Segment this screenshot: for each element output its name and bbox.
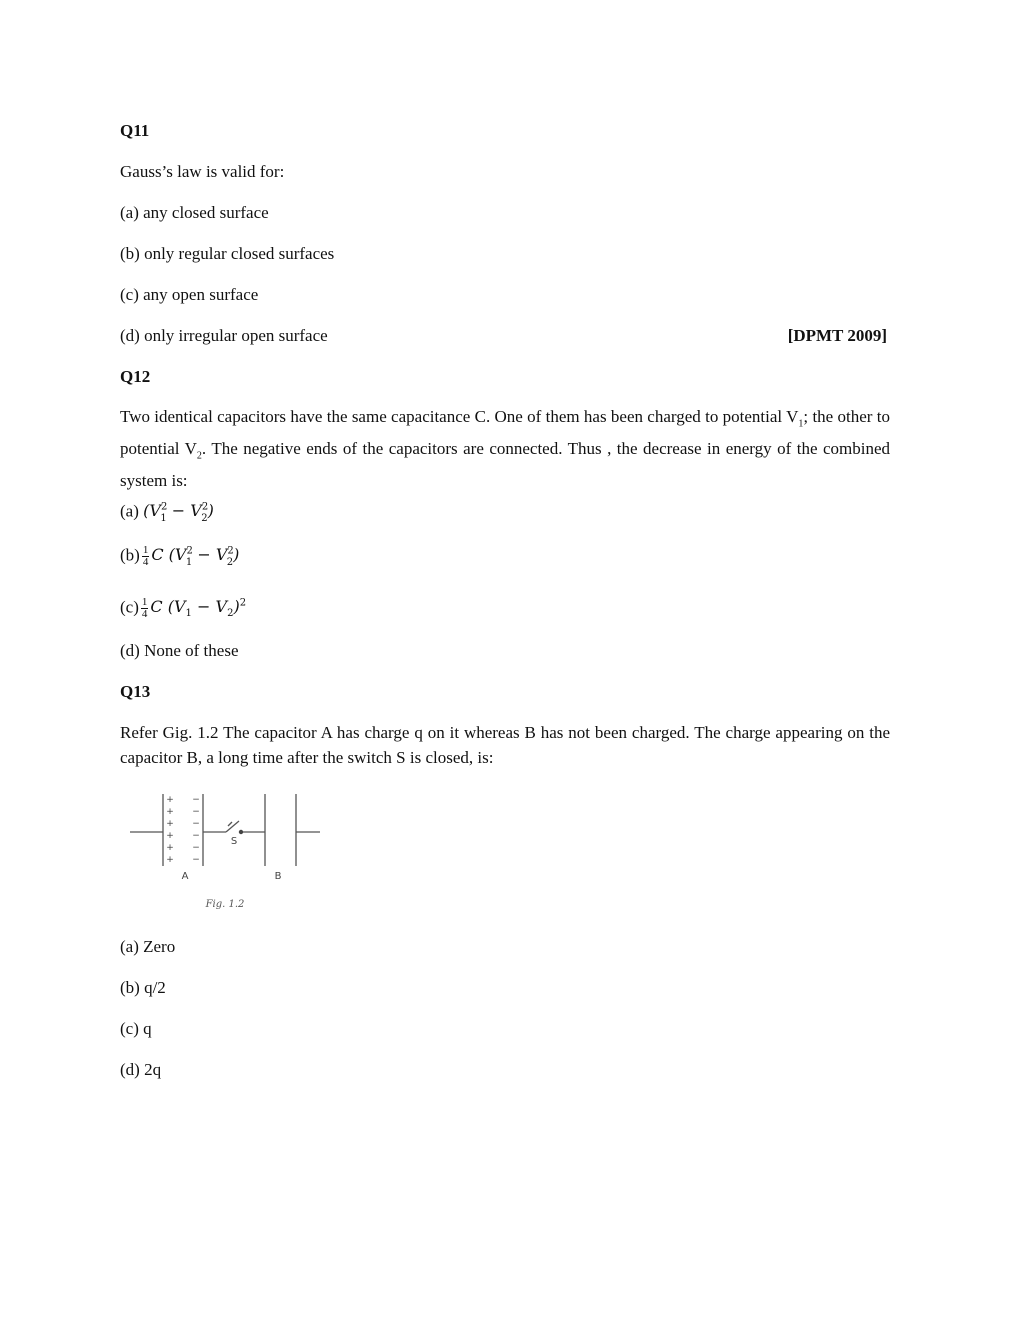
- q12-stem-sub1: 1: [798, 418, 804, 430]
- minus-sign: −: [192, 795, 200, 805]
- q13-question: Refer Gig. 1.2 The capacitor A has charge q on it whereas B has not been charged. The charge appearing on the capacitor B, a long time after the switch S is closed, is:: [120, 723, 890, 767]
- switch-label: S: [230, 836, 238, 847]
- capacitor-b-label: B: [274, 871, 282, 882]
- switch-contact-dot: [239, 830, 243, 834]
- q12-stem-part2: ; the other to potential V: [120, 407, 890, 458]
- q12-option-d: (d) None of these: [120, 641, 239, 660]
- q13-option-d: (d) 2q: [120, 1060, 162, 1079]
- plus-sign: +: [166, 795, 174, 805]
- q11-option-d: (d) only irregular open surface: [120, 326, 328, 345]
- figure-caption: Fig. 1.2: [205, 899, 245, 910]
- plus-sign: +: [166, 831, 174, 841]
- q12-stem-part3: . The negative ends of the capacitors are connected. Thus , the decrease in energy of the combined system is:: [120, 438, 890, 490]
- minus-sign: −: [192, 807, 200, 817]
- q12-option-a-label: (a): [120, 501, 139, 521]
- q12-heading: Q12: [120, 367, 151, 386]
- minus-sign: −: [192, 831, 200, 841]
- plus-sign: +: [166, 843, 174, 853]
- q13-option-a: (a) Zero: [120, 937, 176, 956]
- capacitor-a-label: A: [181, 871, 189, 882]
- q13-option-b: (b) q/2: [120, 978, 166, 997]
- capacitor-circuit-figure: [120, 786, 342, 912]
- q12-option-b-fraction: $\frac{1}{4}$: [142, 543, 149, 568]
- q12-stem-sub2: 2: [196, 450, 202, 462]
- q12-option-b-formula: C $(V^2_1 - V^2_2)$: [151, 545, 240, 568]
- minus-sign: −: [192, 843, 200, 853]
- q12-option-b-label: (b): [120, 545, 140, 565]
- q11-option-a: (a) any closed surface: [120, 203, 269, 222]
- q12-option-c-formula: C $(V_1 - V_2)^2$: [150, 597, 247, 620]
- q13-heading: Q13: [120, 682, 151, 701]
- q12-option-c: [120, 594, 246, 625]
- q12-stem-part1: Two identical capacitors have the same capacitance C. One of them has been charged to potential V: [120, 407, 799, 426]
- q12-stem: [120, 405, 890, 493]
- q12-option-c-label: (c): [120, 597, 139, 617]
- minus-sign: −: [192, 819, 200, 829]
- q11-option-c: (c) any open surface: [120, 285, 259, 304]
- q12-option-a-formula: $(V^2_1 - V^2_2)$: [143, 501, 214, 524]
- q13-option-c: (c) q: [120, 1019, 152, 1038]
- plus-sign: +: [166, 819, 174, 829]
- minus-sign: −: [192, 855, 200, 865]
- q11-source-tag: [DPMT 2009]: [787, 326, 887, 345]
- q12-option-a: [120, 498, 214, 529]
- plus-sign: +: [166, 807, 174, 817]
- q11-heading: Q11: [120, 121, 150, 140]
- q11-question: Gauss’s law is valid for:: [120, 162, 285, 181]
- plus-sign: +: [166, 855, 174, 865]
- q12-option-c-fraction: $\frac{1}{4}$: [141, 595, 148, 620]
- q12-option-b: [120, 542, 239, 573]
- q11-option-b: (b) only regular closed surfaces: [120, 244, 335, 263]
